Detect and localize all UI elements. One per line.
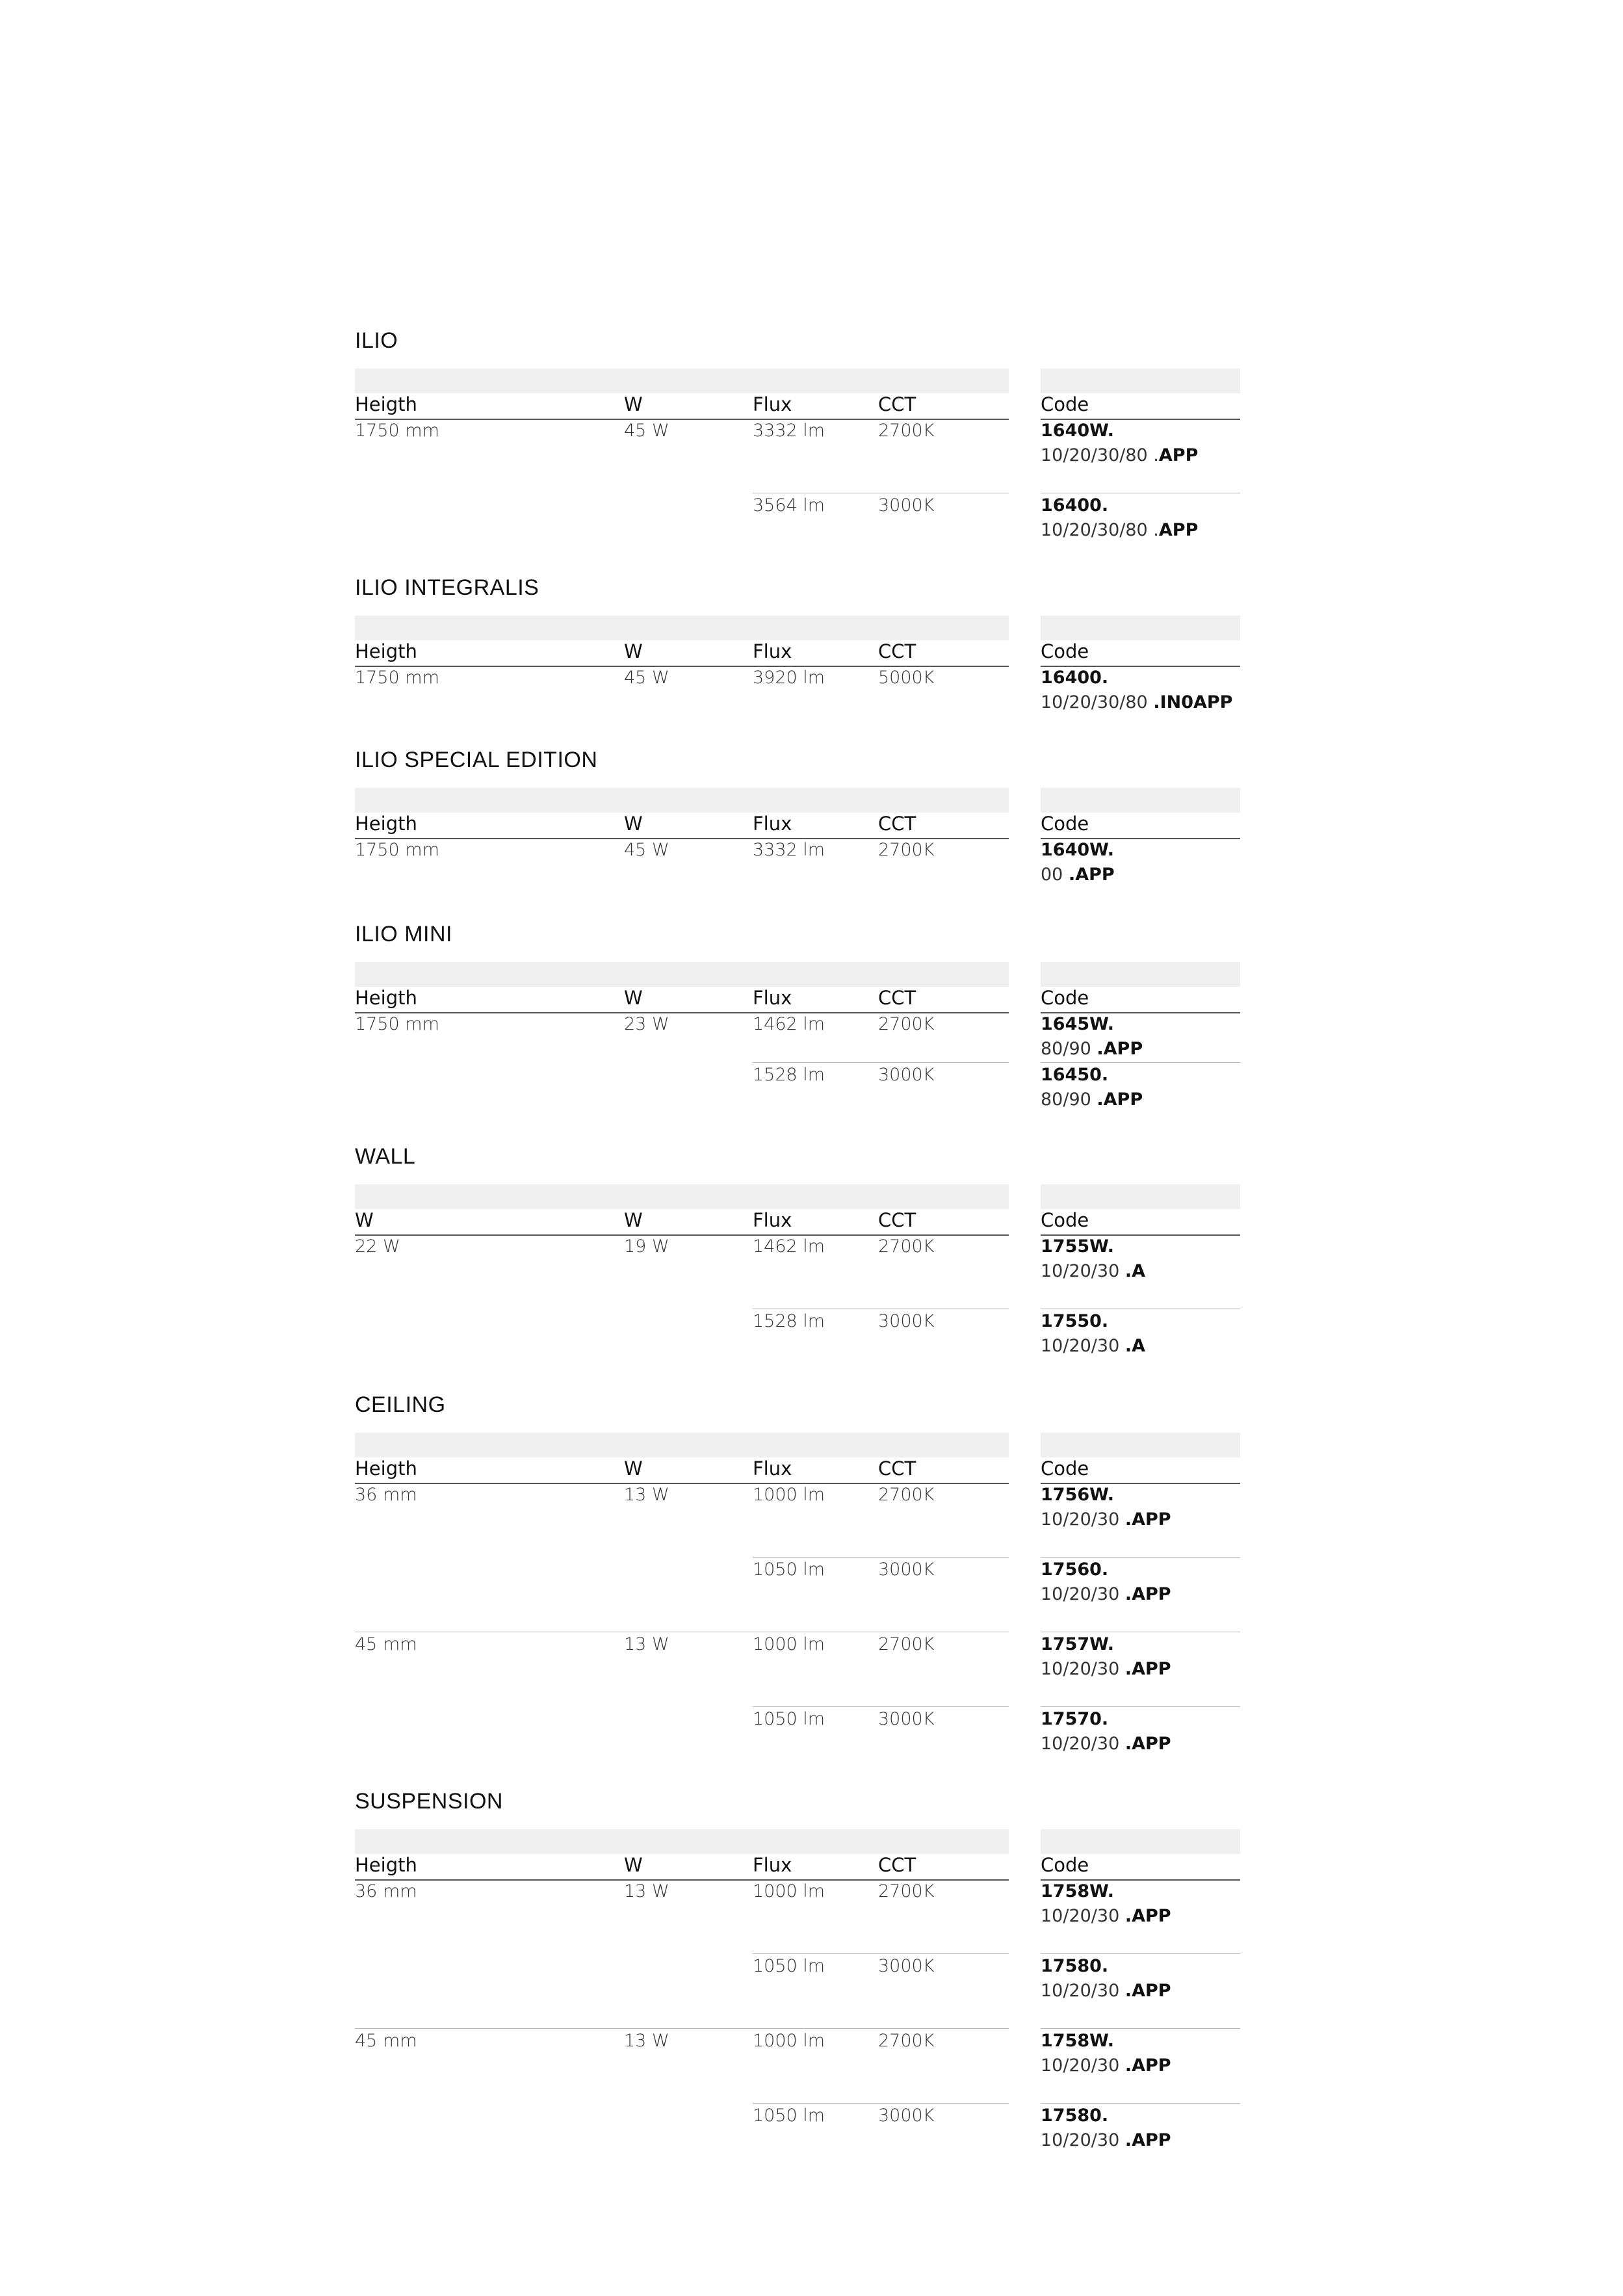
power-cell: 45 W [624,840,669,860]
row-separator [753,1953,1009,1954]
column-header: CCT [878,987,916,1009]
column-header: Code [1041,640,1089,662]
code-variants [1041,1261,1145,1281]
code-header-band [1041,1184,1240,1209]
height-cell: 45 mm [355,2031,417,2051]
code-variants [1041,1089,1143,1110]
cct-cell: 2700K [878,840,935,860]
header-band [355,1829,1009,1854]
height-cell: 45 mm [355,1634,417,1654]
variant-list: 10/20/30/80 . [1041,445,1159,465]
column-header: W [624,987,643,1009]
row-separator [753,1706,1009,1707]
code-header-rule [1041,666,1240,667]
product-code: 16400. [1041,495,1109,515]
flux-cell: 1000 lm [753,1485,825,1505]
flux-cell: 1528 lm [753,1065,825,1085]
code-suffix: APP [1158,445,1199,465]
cct-cell: 3000K [878,1065,935,1085]
row-separator [753,2103,1009,2104]
code-suffix: .APP [1097,1089,1143,1110]
code-row-separator [1041,1953,1240,1954]
code-row-separator [1041,1062,1240,1063]
cct-cell: 2700K [878,421,935,441]
code-suffix: .APP [1124,1659,1171,1679]
flux-cell: 1000 lm [753,1881,825,1901]
code-suffix: .APP [1124,2130,1171,2150]
flux-cell: 3920 lm [753,668,825,688]
product-code: 17580. [1041,1956,1109,1976]
code-variants [1041,1906,1171,1926]
height-cell: 36 mm [355,1485,417,1505]
column-header: Code [1041,393,1089,415]
column-header: Flux [753,813,792,835]
variant-list: 80/90 [1041,1089,1097,1110]
cct-cell: 3000K [878,2106,935,2126]
product-code: 1758W. [1041,1881,1114,1901]
cct-cell: 2700K [878,1485,935,1505]
section-title: ILIO INTEGRALIS [355,575,539,600]
product-code: 17570. [1041,1709,1109,1729]
section-title: ILIO MINI [355,922,452,946]
column-header: Heigth [355,1854,417,1876]
column-header: Flux [753,1457,792,1480]
code-row-separator [1041,2028,1240,2029]
cct-cell: 2700K [878,1634,935,1654]
product-code: 16450. [1041,1065,1109,1085]
product-code: 1640W. [1041,421,1114,441]
code-suffix: .APP [1124,1906,1171,1926]
height-cell: 1750 mm [355,421,439,441]
flux-cell: 3332 lm [753,421,825,441]
variant-list: 10/20/30 [1041,1659,1125,1679]
height-cell: 1750 mm [355,1014,439,1034]
code-variants [1041,692,1232,712]
flux-cell: 3332 lm [753,840,825,860]
variant-list: 10/20/30 [1041,2055,1125,2076]
flux-cell: 3564 lm [753,495,825,515]
product-code: 16400. [1041,668,1109,688]
code-variants [1041,865,1115,885]
product-code: 1645W. [1041,1014,1114,1034]
column-header: Flux [753,987,792,1009]
column-header: Code [1041,813,1089,835]
column-header: Code [1041,987,1089,1009]
cct-cell: 2700K [878,1014,935,1034]
header-band [355,962,1009,987]
variant-list: 10/20/30 [1041,1734,1125,1754]
code-variants [1041,1509,1171,1530]
code-header-band [1041,1433,1240,1457]
column-header: W [624,1854,643,1876]
section-title: CEILING [355,1392,446,1417]
code-suffix: .APP [1124,1509,1171,1530]
product-code: 1758W. [1041,2031,1114,2051]
height-cell: 22 W [355,1236,400,1257]
cct-cell: 3000K [878,1956,935,1976]
flux-cell: 1000 lm [753,1634,825,1654]
cct-cell: 3000K [878,1311,935,1331]
code-variants [1041,2130,1171,2150]
header-rule [355,1012,1009,1013]
code-suffix: .A [1124,1261,1146,1281]
code-header-rule [1041,1234,1240,1236]
variant-list: 80/90 [1041,1039,1097,1059]
column-header: CCT [878,393,916,415]
product-code: 1756W. [1041,1485,1114,1505]
variant-list: 10/20/30/80 . [1041,520,1159,540]
flux-cell: 1462 lm [753,1014,825,1034]
code-variants [1041,1584,1171,1604]
code-suffix: .APP [1124,1981,1171,2001]
code-header-rule [1041,1483,1240,1484]
code-variants [1041,1981,1171,2001]
column-header: W [624,640,643,662]
code-header-band [1041,616,1240,640]
header-band [355,369,1009,393]
code-header-band [1041,1829,1240,1854]
column-header: W [624,393,643,415]
product-code: 1757W. [1041,1634,1114,1654]
product-code: 1755W. [1041,1236,1114,1257]
variant-list: 10/20/30 [1041,1509,1125,1530]
flux-cell: 1050 lm [753,2106,825,2126]
power-cell: 19 W [624,1236,669,1257]
power-cell: 23 W [624,1014,669,1034]
section-title: ILIO [355,328,398,353]
code-variants [1041,1734,1171,1754]
code-suffix: .APP [1068,865,1115,885]
code-header-band [1041,788,1240,813]
cct-cell: 2700K [878,2031,935,2051]
header-rule [355,1483,1009,1484]
code-variants [1041,2055,1171,2076]
column-header: Heigth [355,640,417,662]
cct-cell: 2700K [878,1881,935,1901]
flux-cell: 1528 lm [753,1311,825,1331]
header-rule [355,838,1009,839]
code-header-rule [1041,838,1240,839]
product-code: 17580. [1041,2106,1109,2126]
column-header: Heigth [355,813,417,835]
code-header-rule [1041,1012,1240,1013]
cct-cell: 5000K [878,668,935,688]
height-cell: 1750 mm [355,840,439,860]
flux-cell: 1462 lm [753,1236,825,1257]
column-header: Heigth [355,393,417,415]
row-separator [753,1557,1009,1558]
header-rule [355,1234,1009,1236]
code-suffix: APP [1158,520,1199,540]
column-header: W [624,1209,643,1231]
cct-cell: 2700K [878,1236,935,1257]
code-variants [1041,1336,1145,1356]
column-header: Flux [753,393,792,415]
code-header-rule [1041,419,1240,420]
height-cell: 1750 mm [355,668,439,688]
column-header: W [624,813,643,835]
code-suffix: .APP [1124,1734,1171,1754]
column-header: W [355,1209,374,1231]
code-suffix: .APP [1097,1039,1143,1059]
power-cell: 13 W [624,1881,669,1901]
code-variants [1041,1659,1171,1679]
column-header: Code [1041,1854,1089,1876]
variant-list: 10/20/30 [1041,1261,1125,1281]
header-band [355,616,1009,640]
column-header: Heigth [355,1457,417,1480]
code-header-rule [1041,1879,1240,1881]
flux-cell: 1000 lm [753,2031,825,2051]
section-title: ILIO SPECIAL EDITION [355,748,598,772]
header-rule [355,666,1009,667]
column-header: Code [1041,1457,1089,1480]
column-header: CCT [878,640,916,662]
column-header: CCT [878,1209,916,1231]
variant-list: 10/20/30 [1041,1981,1125,2001]
row-separator [753,1062,1009,1063]
code-suffix: .APP [1124,2055,1171,2076]
code-variants [1041,520,1198,540]
variant-list: 10/20/30/80 [1041,692,1154,712]
header-band [355,1433,1009,1457]
height-cell: 36 mm [355,1881,417,1901]
header-band [355,788,1009,813]
product-code: 1640W. [1041,840,1114,860]
power-cell: 13 W [624,2031,669,2051]
section-title: WALL [355,1144,416,1169]
column-header: CCT [878,1457,916,1480]
column-header: Flux [753,1854,792,1876]
code-header-band [1041,962,1240,987]
variant-list: 10/20/30 [1041,1336,1125,1356]
power-cell: 45 W [624,668,669,688]
column-header: CCT [878,1854,916,1876]
cct-cell: 3000K [878,1559,935,1580]
section-title: SUSPENSION [355,1789,503,1814]
column-header: W [624,1457,643,1480]
column-header: Code [1041,1209,1089,1231]
power-cell: 13 W [624,1634,669,1654]
code-row-separator [1041,1706,1240,1707]
column-header: Flux [753,1209,792,1231]
code-variants [1041,445,1198,465]
column-header: Flux [753,640,792,662]
variant-list: 10/20/30 [1041,1584,1125,1604]
code-row-separator [1041,1557,1240,1558]
product-code: 17550. [1041,1311,1109,1331]
variant-list: 10/20/30 [1041,2130,1125,2150]
flux-cell: 1050 lm [753,1709,825,1729]
cct-cell: 3000K [878,495,935,515]
column-header: CCT [878,813,916,835]
product-code: 17560. [1041,1559,1109,1580]
power-cell: 45 W [624,421,669,441]
code-variants [1041,1039,1143,1059]
cct-cell: 3000K [878,1709,935,1729]
flux-cell: 1050 lm [753,1956,825,1976]
header-rule [355,1879,1009,1881]
code-suffix: .A [1124,1336,1146,1356]
row-separator [355,2028,1009,2029]
header-band [355,1184,1009,1209]
power-cell: 13 W [624,1485,669,1505]
code-suffix: .APP [1124,1584,1171,1604]
variant-list: 10/20/30 [1041,1906,1125,1926]
code-suffix: .IN0APP [1153,692,1233,712]
flux-cell: 1050 lm [753,1559,825,1580]
header-rule [355,419,1009,420]
code-row-separator [1041,2103,1240,2104]
column-header: Heigth [355,987,417,1009]
code-header-band [1041,369,1240,393]
variant-list: 00 [1041,865,1069,885]
